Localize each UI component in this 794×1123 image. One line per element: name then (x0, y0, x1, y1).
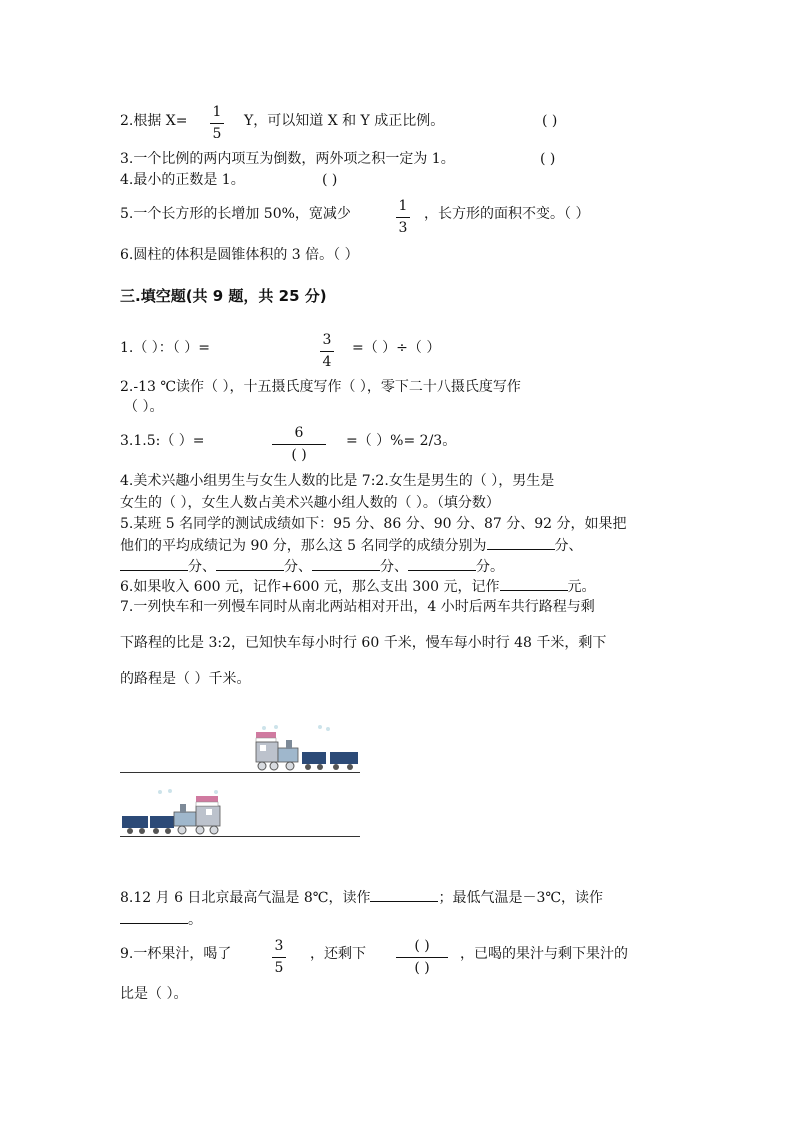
fill-q1-rest: =（ ）÷（ ） (352, 340, 441, 356)
answer-blank[interactable] (370, 889, 438, 902)
fill-q2-cont: （ ）。 (124, 399, 164, 415)
fill-q7-line2: 下路程的比是 3:2，已知快车每小时行 60 千米，慢车每小时行 48 千米，剩下 (120, 635, 607, 651)
fill-q2: 2.-13 ℃读作（ ），十五摄氏度写作（ ），零下二十八摄氏度写作 (120, 379, 521, 395)
fill-q7: 7.一列快车和一列慢车同时从南北两站相对开出，4 小时后两车共行路程与剩 (120, 599, 595, 615)
fill-q9-cont: 比是（ ）。 (120, 986, 188, 1002)
fill-q1: 1.（ ）：（ ）= (120, 340, 210, 356)
fill-q3-fraction: 6 ( ) (272, 425, 326, 463)
answer-blank[interactable] (120, 558, 188, 571)
fill-q5-line3: 分、 分、 分、 分。 (120, 558, 504, 576)
fill-q9-fraction-blank[interactable]: ( ) ( ) (396, 938, 448, 976)
judge-q5: 5.一个长方形的长增加 50%，宽减少 (120, 206, 351, 222)
fill-q8: 8.12 月 6 日北京最高气温是 8℃，读作 ；最低气温是－3℃，读作 (120, 890, 604, 906)
train-icon (120, 788, 232, 838)
judge-q5-rest: ，长方形的面积不变。（ ） (424, 206, 590, 222)
answer-blank[interactable] (120, 911, 188, 924)
judge-q2: 2.根据 X= (120, 113, 188, 129)
answer-blank[interactable] (312, 558, 380, 571)
fill-q8-cont: 。 (120, 911, 202, 929)
fill-q5-line2: 他们的平均成绩记为 90 分，那么这 5 名同学的成绩分别为 分、 (120, 538, 583, 554)
answer-blank[interactable] (500, 578, 568, 591)
fill-q9-rest: ，已喝的果汁与剩下果汁的 (460, 946, 628, 962)
fill-q4-cont: 女生的（ ），女生人数占美术兴趣小组人数的（ ）。（填分数） (120, 495, 500, 511)
section-title: 三.填空题(共 9 题，共 25 分) (120, 287, 327, 305)
judge-q2-fraction: 1 5 (210, 104, 224, 142)
judge-q5-fraction: 1 3 (396, 198, 410, 236)
judge-q2-rest: Y，可以知道 X 和 Y 成正比例。 (244, 113, 445, 129)
fill-q3-rest: =（ ）%= 2/3。 (346, 433, 457, 449)
judge-q3-answer[interactable]: ( ) (540, 151, 556, 167)
fill-q9: 9.一杯果汁，喝了 (120, 946, 232, 962)
judge-q4-answer[interactable]: ( ) (322, 172, 338, 188)
fill-q3: 3.1.5:（ ）= (120, 433, 205, 449)
fill-q4: 4.美术兴趣小组男生与女生人数的比是 7:2.女生是男生的（ ），男生是 (120, 473, 555, 489)
judge-q3: 3.一个比例的两内项互为倒数，两外项之积一定为 1。 (120, 151, 455, 167)
judge-q2-answer[interactable]: ( ) (542, 113, 558, 129)
answer-blank[interactable] (408, 558, 476, 571)
fill-q5: 5.某班 5 名同学的测试成绩如下：95 分、86 分、90 分、87 分、92 分，如果把 (120, 516, 627, 532)
fill-q7-line3: 的路程是（ ）千米。 (120, 671, 251, 687)
fill-q1-fraction: 3 4 (320, 332, 334, 370)
judge-q4: 4.最小的正数是 1。 (120, 172, 245, 188)
fill-q6: 6.如果收入 600 元，记作+600 元，那么支出 300 元，记作 元。 (120, 579, 596, 595)
answer-blank[interactable] (216, 558, 284, 571)
fill-q9-mid: ，还剩下 (310, 946, 366, 962)
fill-q9-fraction: 3 5 (272, 938, 286, 976)
train-icon (250, 724, 362, 774)
judge-q6: 6.圆柱的体积是圆锥体积的 3 倍。（ ） (120, 247, 359, 263)
answer-blank[interactable] (487, 537, 555, 550)
